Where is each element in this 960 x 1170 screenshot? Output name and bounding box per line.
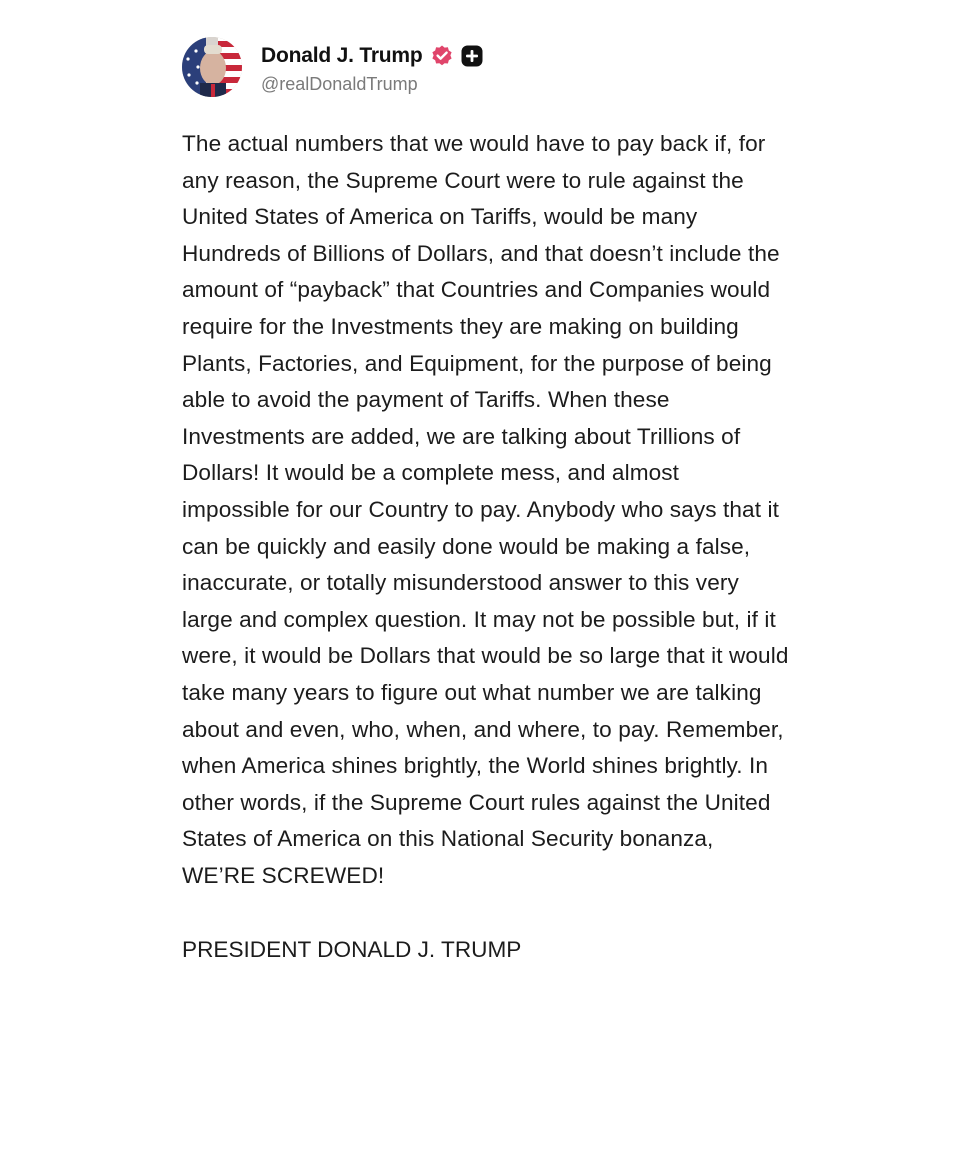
post-body xyxy=(182,126,792,894)
name-row xyxy=(261,39,484,73)
avatar[interactable] xyxy=(182,37,242,97)
display-name[interactable]: Donald J. Trump xyxy=(261,44,423,67)
post-header xyxy=(182,36,822,98)
post-card xyxy=(182,36,822,969)
author-identity xyxy=(261,39,484,95)
verified-badge-icon xyxy=(430,44,454,68)
post-signature: PRESIDENT DONALD J. TRUMP xyxy=(182,937,522,963)
author-handle[interactable]: @realDonaldTrump xyxy=(261,74,418,94)
post-body-text: The actual numbers that we would have to pay back if, for any reason, the Supreme Court were to rule against the United States of America on Tariffs, would be many Hundreds of Billions of Dollars, and that doesn’t include the amount of “payback” that Countries and Companies would require for the Investments they are making on building Plants, Factories, and Equipment, for the purpose of being able to avoid the payment of Tariffs. When these Investments are added, we are talking about Trillions of Dollars! It would be a complete mess, and almost impossible for our Country to pay. Anybody who says that it can be quickly and easily done would be making a false, inaccurate, or totally misunderstood answer to this very large and complex question. It may not be possible but, if it were, it would be Dollars that would be so large that it would take many years to figure out what number we are talking about and even, who, when, and where, to pay. Remember, when America shines brightly, the World shines brightly. In other words, if the Supreme Court rules against the United States of America on this National Security bonanza, WE’RE SCREWED! xyxy=(182,131,789,888)
flag-portrait-avatar-icon xyxy=(182,37,242,97)
plus-badge-icon xyxy=(460,44,484,68)
